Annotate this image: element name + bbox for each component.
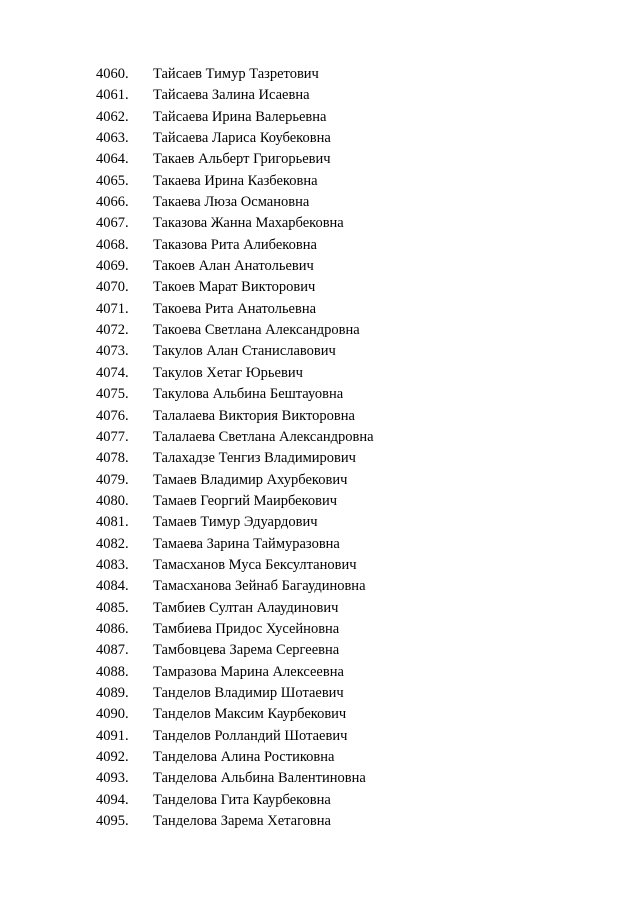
list-item [96, 726, 374, 747]
entry-number: 4079. [96, 471, 129, 488]
list-item [96, 662, 374, 683]
entry-number: 4092. [96, 749, 129, 765]
entry-number: 4088. [96, 663, 129, 680]
list-item [96, 640, 374, 661]
entry-name: Такоева Светлана Александровна [153, 322, 360, 339]
entry-number: 4078. [96, 450, 129, 467]
entry-name: Таказова Рита Алибековна [153, 236, 317, 253]
entry-number: 4060. [96, 66, 129, 82]
entry-name: Талалаева Виктория Викторовна [153, 407, 355, 424]
entry-number: 4081. [96, 514, 129, 531]
entry-number: 4062. [96, 108, 129, 125]
entry-number: 4091. [96, 727, 129, 744]
list-item [96, 811, 374, 832]
entry-name: Тамаев Тимур Эдуардович [153, 514, 318, 531]
entry-name: Такулов Алан Станиславович [153, 343, 336, 360]
entry-number: 4073. [96, 343, 129, 360]
entry-name: Талахадзе Тенгиз Владимирович [153, 450, 356, 467]
list-item [96, 448, 374, 469]
entry-number: 4093. [96, 770, 129, 787]
list-item [96, 341, 374, 362]
list-item [96, 149, 374, 170]
list-item [96, 427, 374, 448]
entry-name: Талалаева Светлана Александровна [153, 428, 374, 445]
entry-number: 4070. [96, 279, 129, 296]
entry-name: Такаева Ирина Казбековна [153, 172, 318, 189]
list-item [96, 299, 374, 320]
list-item [96, 235, 374, 256]
entry-name: Тамасханов Муса Бексултанович [153, 556, 357, 573]
entry-name: Такаева Люза Османовна [153, 194, 310, 211]
entry-number: 4089. [96, 684, 129, 701]
entry-name: Тайсаева Ирина Валерьевна [153, 108, 327, 125]
list-item [96, 171, 374, 192]
list-item [96, 491, 374, 512]
entry-name: Тайсаева Лариса Коубековна [153, 130, 331, 147]
entry-number: 4077. [96, 428, 129, 445]
entry-name: Танделова Альбина Валентиновна [153, 770, 366, 787]
entry-number: 4085. [96, 599, 129, 616]
list-item [96, 619, 374, 640]
entry-name: Танделов Максим Каурбекович [153, 706, 347, 723]
entry-number: 4082. [96, 535, 129, 552]
entry-number: 4071. [96, 300, 129, 317]
entry-name: Танделова Гита Каурбековна [153, 791, 331, 808]
list-item [96, 64, 374, 85]
entry-number: 4061. [96, 87, 129, 104]
entry-number: 4075. [96, 386, 129, 403]
entry-number: 4064. [96, 151, 129, 168]
entry-number: 4086. [96, 620, 129, 637]
entry-name: Тамбовцева Зарема Сергеевна [153, 642, 340, 659]
list-item [96, 534, 374, 555]
list-item [96, 85, 374, 106]
entry-name: Танделова Алина Ростиковна [153, 749, 335, 765]
entry-number: 4087. [96, 642, 129, 659]
entry-number: 4074. [96, 364, 129, 381]
entry-number: 4066. [96, 194, 129, 211]
entry-name: Тамасханова Зейнаб Багаудиновна [153, 578, 366, 595]
list-item [96, 704, 374, 725]
entry-number: 4068. [96, 236, 129, 253]
list-item [96, 470, 374, 491]
entry-name: Тамбиева Придос Хусейновна [153, 620, 340, 637]
entry-number: 4065. [96, 172, 129, 189]
entry-name: Такоева Рита Анатольевна [153, 300, 317, 317]
list-item [96, 555, 374, 576]
list-item [96, 747, 374, 768]
entry-name: Тамаев Владимир Ахурбекович [153, 471, 348, 488]
entry-name: Танделов Владимир Шотаевич [153, 684, 344, 701]
entry-name: Такулова Альбина Бештауовна [153, 386, 344, 403]
entry-number: 4084. [96, 578, 129, 595]
entry-number: 4067. [96, 215, 129, 232]
entry-name: Такоев Алан Анатольевич [153, 258, 314, 275]
entry-name: Танделова Зарема Хетаговна [153, 813, 331, 830]
list-item [96, 320, 374, 341]
entry-name: Такулов Хетаг Юрьевич [153, 364, 303, 381]
list-item [96, 213, 374, 234]
entry-number: 4063. [96, 130, 129, 147]
entry-name: Тамбиев Султан Алаудинович [153, 599, 339, 616]
list-item [96, 512, 374, 533]
list-item [96, 128, 374, 149]
entry-number: 4095. [96, 813, 129, 830]
entry-number: 4090. [96, 706, 129, 723]
list-item [96, 576, 374, 597]
list-item [96, 277, 374, 298]
entry-name: Тамаев Георгий Маирбекович [153, 492, 338, 509]
list-item [96, 256, 374, 277]
list-item [96, 384, 374, 405]
list-item [96, 406, 374, 427]
entry-number: 4083. [96, 556, 129, 573]
entry-name: Такаев Альберт Григорьевич [153, 151, 331, 168]
entry-number: 4080. [96, 492, 129, 509]
name-list [96, 64, 374, 832]
entry-number: 4069. [96, 258, 129, 275]
entry-name: Тамразова Марина Алексеевна [153, 663, 344, 680]
entry-name: Таказова Жанна Махарбековна [153, 215, 344, 232]
entry-name: Танделов Ролландий Шотаевич [153, 727, 348, 744]
list-item [96, 598, 374, 619]
list-item [96, 768, 374, 789]
list-item [96, 363, 374, 384]
entry-number: 4094. [96, 791, 129, 808]
entry-number: 4076. [96, 407, 129, 424]
entry-number: 4072. [96, 322, 129, 339]
list-item [96, 192, 374, 213]
list-item [96, 790, 374, 811]
entry-name: Тамаева Зарина Таймуразовна [153, 535, 340, 552]
entry-name: Тайсаева Залина Исаевна [153, 87, 310, 104]
entry-name: Такоев Марат Викторович [153, 279, 316, 296]
list-item [96, 683, 374, 704]
entry-name: Тайсаев Тимур Тазретович [153, 66, 319, 82]
list-item [96, 107, 374, 128]
